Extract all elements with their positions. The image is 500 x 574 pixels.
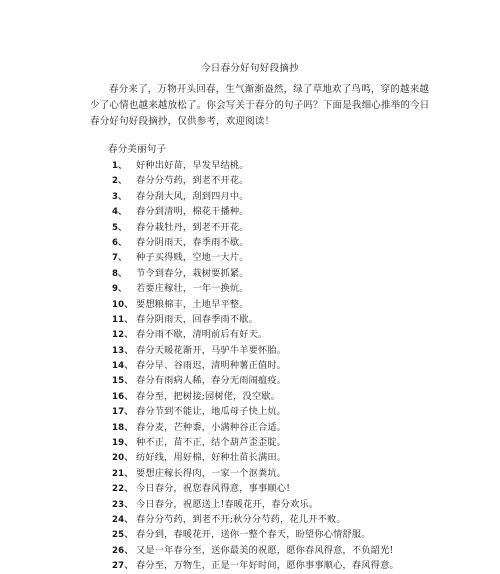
list-item-text: 节令到春分，栽树要抓紧。 xyxy=(136,267,249,279)
list-item-number: 2、 xyxy=(112,176,127,187)
list-item-text: 今日春分，祝您春风得意，事事顺心! xyxy=(136,483,291,495)
document-title: 今日春分好句好段摘抄 xyxy=(200,63,299,74)
list-item-text: 纺好线，用好棉，好种壮苗长满田。 xyxy=(136,452,287,464)
list-item-text: 春分阴雨天，春季雨不歇。 xyxy=(136,236,249,248)
sentence-list xyxy=(112,158,442,574)
list-item-text: 春分分芍药，到老不开花。 xyxy=(136,175,249,187)
list-item-number: 22、 xyxy=(112,484,134,495)
list-item-text: 种子买得贱，空地一大片。 xyxy=(136,252,249,264)
list-item-text: 春分早、谷雨迟，清明种薯正值时。 xyxy=(136,360,287,372)
list-item xyxy=(112,266,442,281)
list-item-number: 5、 xyxy=(112,222,127,233)
list-item xyxy=(112,420,442,435)
list-item-number: 11、 xyxy=(112,314,134,325)
list-item-number: 3、 xyxy=(112,191,127,202)
list-item-number: 4、 xyxy=(112,207,127,218)
list-item xyxy=(112,543,442,558)
list-item xyxy=(112,220,442,235)
list-item-number: 24、 xyxy=(112,514,134,525)
list-item-text: 种不正，苗不正，结个葫芦歪歪腚。 xyxy=(136,437,287,449)
list-item-text: 要想庄稼长得肉，一家一个沤粪坑。 xyxy=(136,467,287,479)
list-item-number: 14、 xyxy=(112,361,134,372)
list-item-number: 20、 xyxy=(112,453,134,464)
list-item-number: 19、 xyxy=(112,438,134,449)
list-item-number: 23、 xyxy=(112,499,134,510)
list-item-text: 春分到清明，棉花干播种。 xyxy=(136,206,249,218)
list-item-text: 春分阴雨天，回春季雨不歇。 xyxy=(136,313,259,325)
list-item xyxy=(112,466,442,481)
list-item-text: 春分分芍药，到老不开;秋分分芍药，花儿开不败。 xyxy=(136,513,346,525)
list-item-text: 春分节到不能让，地瓜母子快上炕。 xyxy=(136,406,287,418)
list-item xyxy=(112,281,442,296)
list-item-number: 27、 xyxy=(112,561,134,572)
list-item xyxy=(112,450,442,465)
list-item-text: 春分天暖花渐开，马驴牛羊要怀胎。 xyxy=(136,344,287,356)
list-item xyxy=(112,189,442,204)
list-item xyxy=(112,373,442,388)
list-item xyxy=(112,497,442,512)
list-item xyxy=(112,435,442,450)
list-item xyxy=(112,204,442,219)
list-item-text: 春分到，春暖花开，送你一整个春天，盼望你心情舒服。 xyxy=(136,529,371,541)
list-item-number: 6、 xyxy=(112,237,127,248)
list-item xyxy=(112,158,442,173)
list-item xyxy=(112,527,442,542)
list-item-number: 12、 xyxy=(112,330,134,341)
list-item xyxy=(112,312,442,327)
list-item-text: 要想粮棉丰，土地早平整。 xyxy=(136,298,249,310)
list-item xyxy=(112,297,442,312)
list-item-number: 8、 xyxy=(112,268,127,279)
list-item-text: 今日春分，祝愿送上!春暖花开，春分欢乐。 xyxy=(136,498,319,510)
list-item-text: 又是一年春分至，送你最美的祝愿，愿你春风得意，不负韶光! xyxy=(136,544,394,556)
list-item xyxy=(112,358,442,373)
list-item xyxy=(112,235,442,250)
list-item-number: 10、 xyxy=(112,299,134,310)
list-item-text: 春分栽牡丹，到老不开花。 xyxy=(136,221,249,233)
list-item-number: 26、 xyxy=(112,545,134,556)
section-heading: 春分美丽句子 xyxy=(108,144,167,155)
list-item-number: 7、 xyxy=(112,253,127,264)
list-item-number: 21、 xyxy=(112,468,134,479)
list-item-number: 25、 xyxy=(112,530,134,541)
list-item xyxy=(112,250,442,265)
list-item-number: 13、 xyxy=(112,345,134,356)
list-item-text: 春分至，把树接;园树佬，没空歇。 xyxy=(136,390,281,402)
list-item-number: 1、 xyxy=(112,161,127,171)
list-item-text: 若要庄稼壮，一年一换炕。 xyxy=(136,283,249,295)
list-item xyxy=(112,327,442,342)
list-item-text: 春分雨不歇，清明前后有好天。 xyxy=(136,329,268,341)
list-item-number: 17、 xyxy=(112,407,134,418)
list-item-text: 好种出好苗，早发早结桃。 xyxy=(136,160,249,171)
list-item-text: 春分麦，芒种黍，小满种谷正合适。 xyxy=(136,421,287,433)
list-item-text: 春分有雨病人稀，春分无雨闹瘟疫。 xyxy=(136,375,287,387)
list-item-number: 16、 xyxy=(112,391,134,402)
list-item xyxy=(112,512,442,527)
list-item-text: 春分至，万物生，正是一年好时间，愿你事事顺心，春风得意。 xyxy=(136,560,399,572)
list-item xyxy=(112,558,442,573)
list-item-number: 15、 xyxy=(112,376,134,387)
list-item xyxy=(112,343,442,358)
list-item-text: 春分刮大风，刮到四月中。 xyxy=(136,190,249,202)
list-item-number: 9、 xyxy=(112,284,127,295)
list-item xyxy=(112,389,442,404)
list-item-number: 18、 xyxy=(112,422,134,433)
list-item xyxy=(112,481,442,496)
list-item xyxy=(112,173,442,188)
list-item xyxy=(112,404,442,419)
intro-paragraph: 春分来了，万物开头回春，生气渐渐盎然，绿了草地欢了鸟鸣，穿的越来越少了心情也越来越放松了。你会写关于春分的句子吗？下面是我细心推举的今日春分好句好段摘抄，仅供参考，欢迎阅读！ xyxy=(90,84,430,127)
